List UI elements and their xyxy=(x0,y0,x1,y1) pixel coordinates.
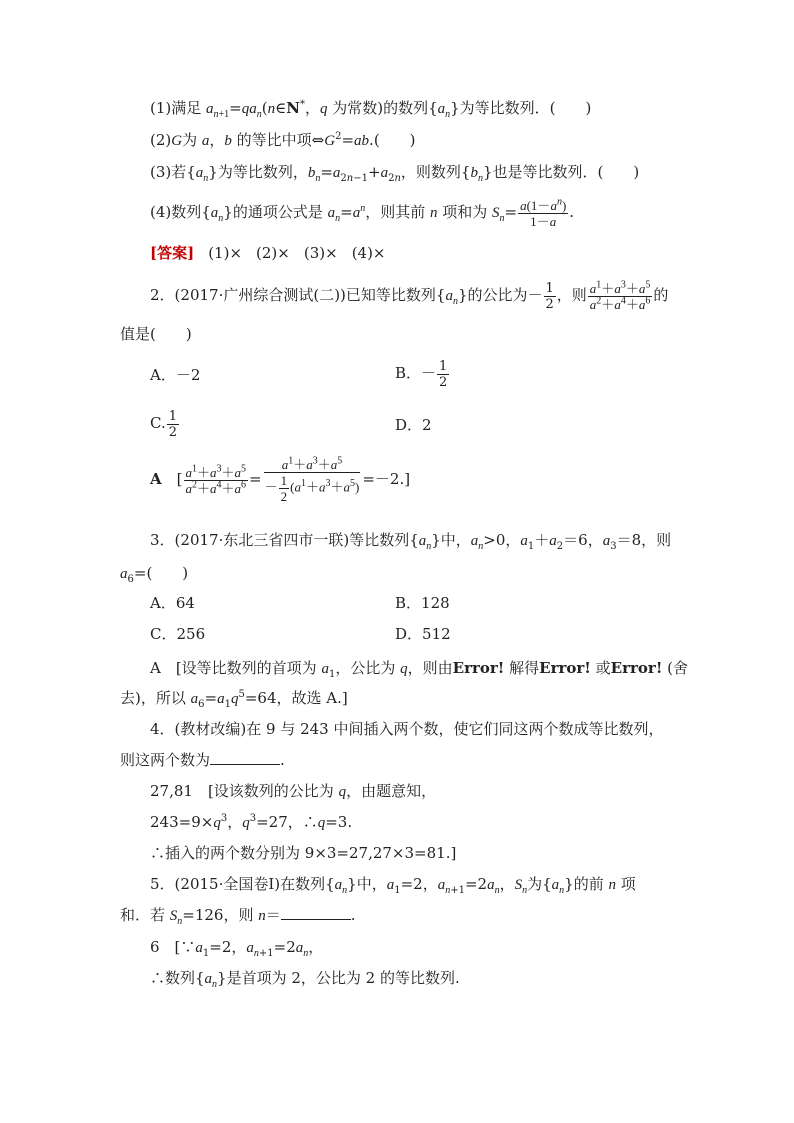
problem-2-option-b: B．－ $\frac{1}{2}$ xyxy=(395,358,448,390)
problem-4-solution-1: 27,81 [设该数列的公比为 q，由题意知， xyxy=(150,782,437,800)
item-2: (2)G为 a，b 的等比中项$\Leftrightarrow G^2=ab$.( ) xyxy=(150,131,416,149)
item-3: (3)若$\{a_n\}$为等比数列，$b_n=a_{2n-1}+a_{2n}$，则数列$\{b_n\}$也是等比数列．( ) xyxy=(150,163,640,184)
problem-3-solution-cont: 去)，所以 $a_6=a_1q^5=64$，故选 A.] xyxy=(120,689,348,710)
problem-4-stem-cont: 则这两个数为 . xyxy=(120,751,285,769)
problem-2-option-a: A．－2 xyxy=(150,366,201,384)
problem-2-option-c: C. $\frac{1}{2}$ xyxy=(150,408,177,440)
problem-4-solution-3: ∴插入的两个数分别为 9×3=27,27×3=81.] xyxy=(150,844,457,862)
problem-5-stem-cont: 和．若 $S_n=126$，则 n＝ . xyxy=(120,906,356,927)
problem-4-stem: 4．(教材改编)在 9 与 243 中间插入两个数，使它们同这两个数成等比数列， xyxy=(150,720,664,738)
problem-4-solution-2: $243=9\times q^3$，$q^3=27$，∴q=3. xyxy=(150,813,353,831)
problem-3-option-b: B．128 xyxy=(395,594,450,612)
item-1: (1)满足 $a_{n+1}=qa_n(n\in N^*$，q 为常数)的数列$\{a_n\}$为等比数列．( ) xyxy=(150,99,592,120)
answer-blank[interactable] xyxy=(281,905,351,920)
problem-3-option-a: A．64 xyxy=(150,594,195,612)
problem-3-stem: 3．(2017·东北三省四市一联)等比数列$\{a_n\}$中，$a_n>0$，$a_1+a_2=6$，$a_3=8$，则 xyxy=(150,531,672,552)
problem-3-option-d: D．512 xyxy=(395,625,451,643)
problem-2-stem-cont: 值是( ) xyxy=(120,325,192,343)
problem-5-solution-2: ∴数列$\{a_n\}$是首项为 2，公比为 2 的等比数列. xyxy=(150,969,460,990)
answer-blank[interactable] xyxy=(210,750,280,765)
problem-5-stem: 5．(2015·全国卷Ⅰ)在数列$\{a_n\}$中，$a_1=2$，$a_{n+1}=2a_n$，$S_n$为$\{a_n\}$的前 n 项 xyxy=(150,875,636,896)
problem-3-solution: A [设等比数列的首项为 $a_1$，公比为 q，则由Error! 解得Error! 或Error! (舍 xyxy=(150,659,689,680)
problem-3-stem-cont: $a_6=$( ) xyxy=(120,564,189,585)
problem-5-solution-1: 6 [$\because a_1=2$，$a_{n+1}=2a_n$， xyxy=(150,938,324,959)
item-4: (4)数列$\{a_n\}$的通项公式是 $a_n=a^n$，则其前 n 项和为 $S_n=$ $\frac{a(1-a^n)}{1-a}$ . xyxy=(150,196,575,229)
problem-2-stem: 2．(2017·广州综合测试(二))已知等比数列$\{a_n\}$的公比为－ $\frac{1}{2}$ ，则 $\frac{a^1+a^3+a^5}{a^2+a^4+a^6}$ 的 xyxy=(150,279,669,312)
answer-1: [答案] (1)× (2)× (3)× (4)× xyxy=(150,244,386,262)
problem-3-option-c: C．256 xyxy=(150,625,206,643)
problem-2-solution: A [ $\frac{a^1+a^3+a^5}{a^2+a^4+a^6}$ = $a^1+a^3+a^5$ － $\frac{1}{2}$ $(a^1+a^3+a^5)$ =－2.] xyxy=(150,455,411,504)
problem-2-option-d: D．2 xyxy=(395,416,432,434)
